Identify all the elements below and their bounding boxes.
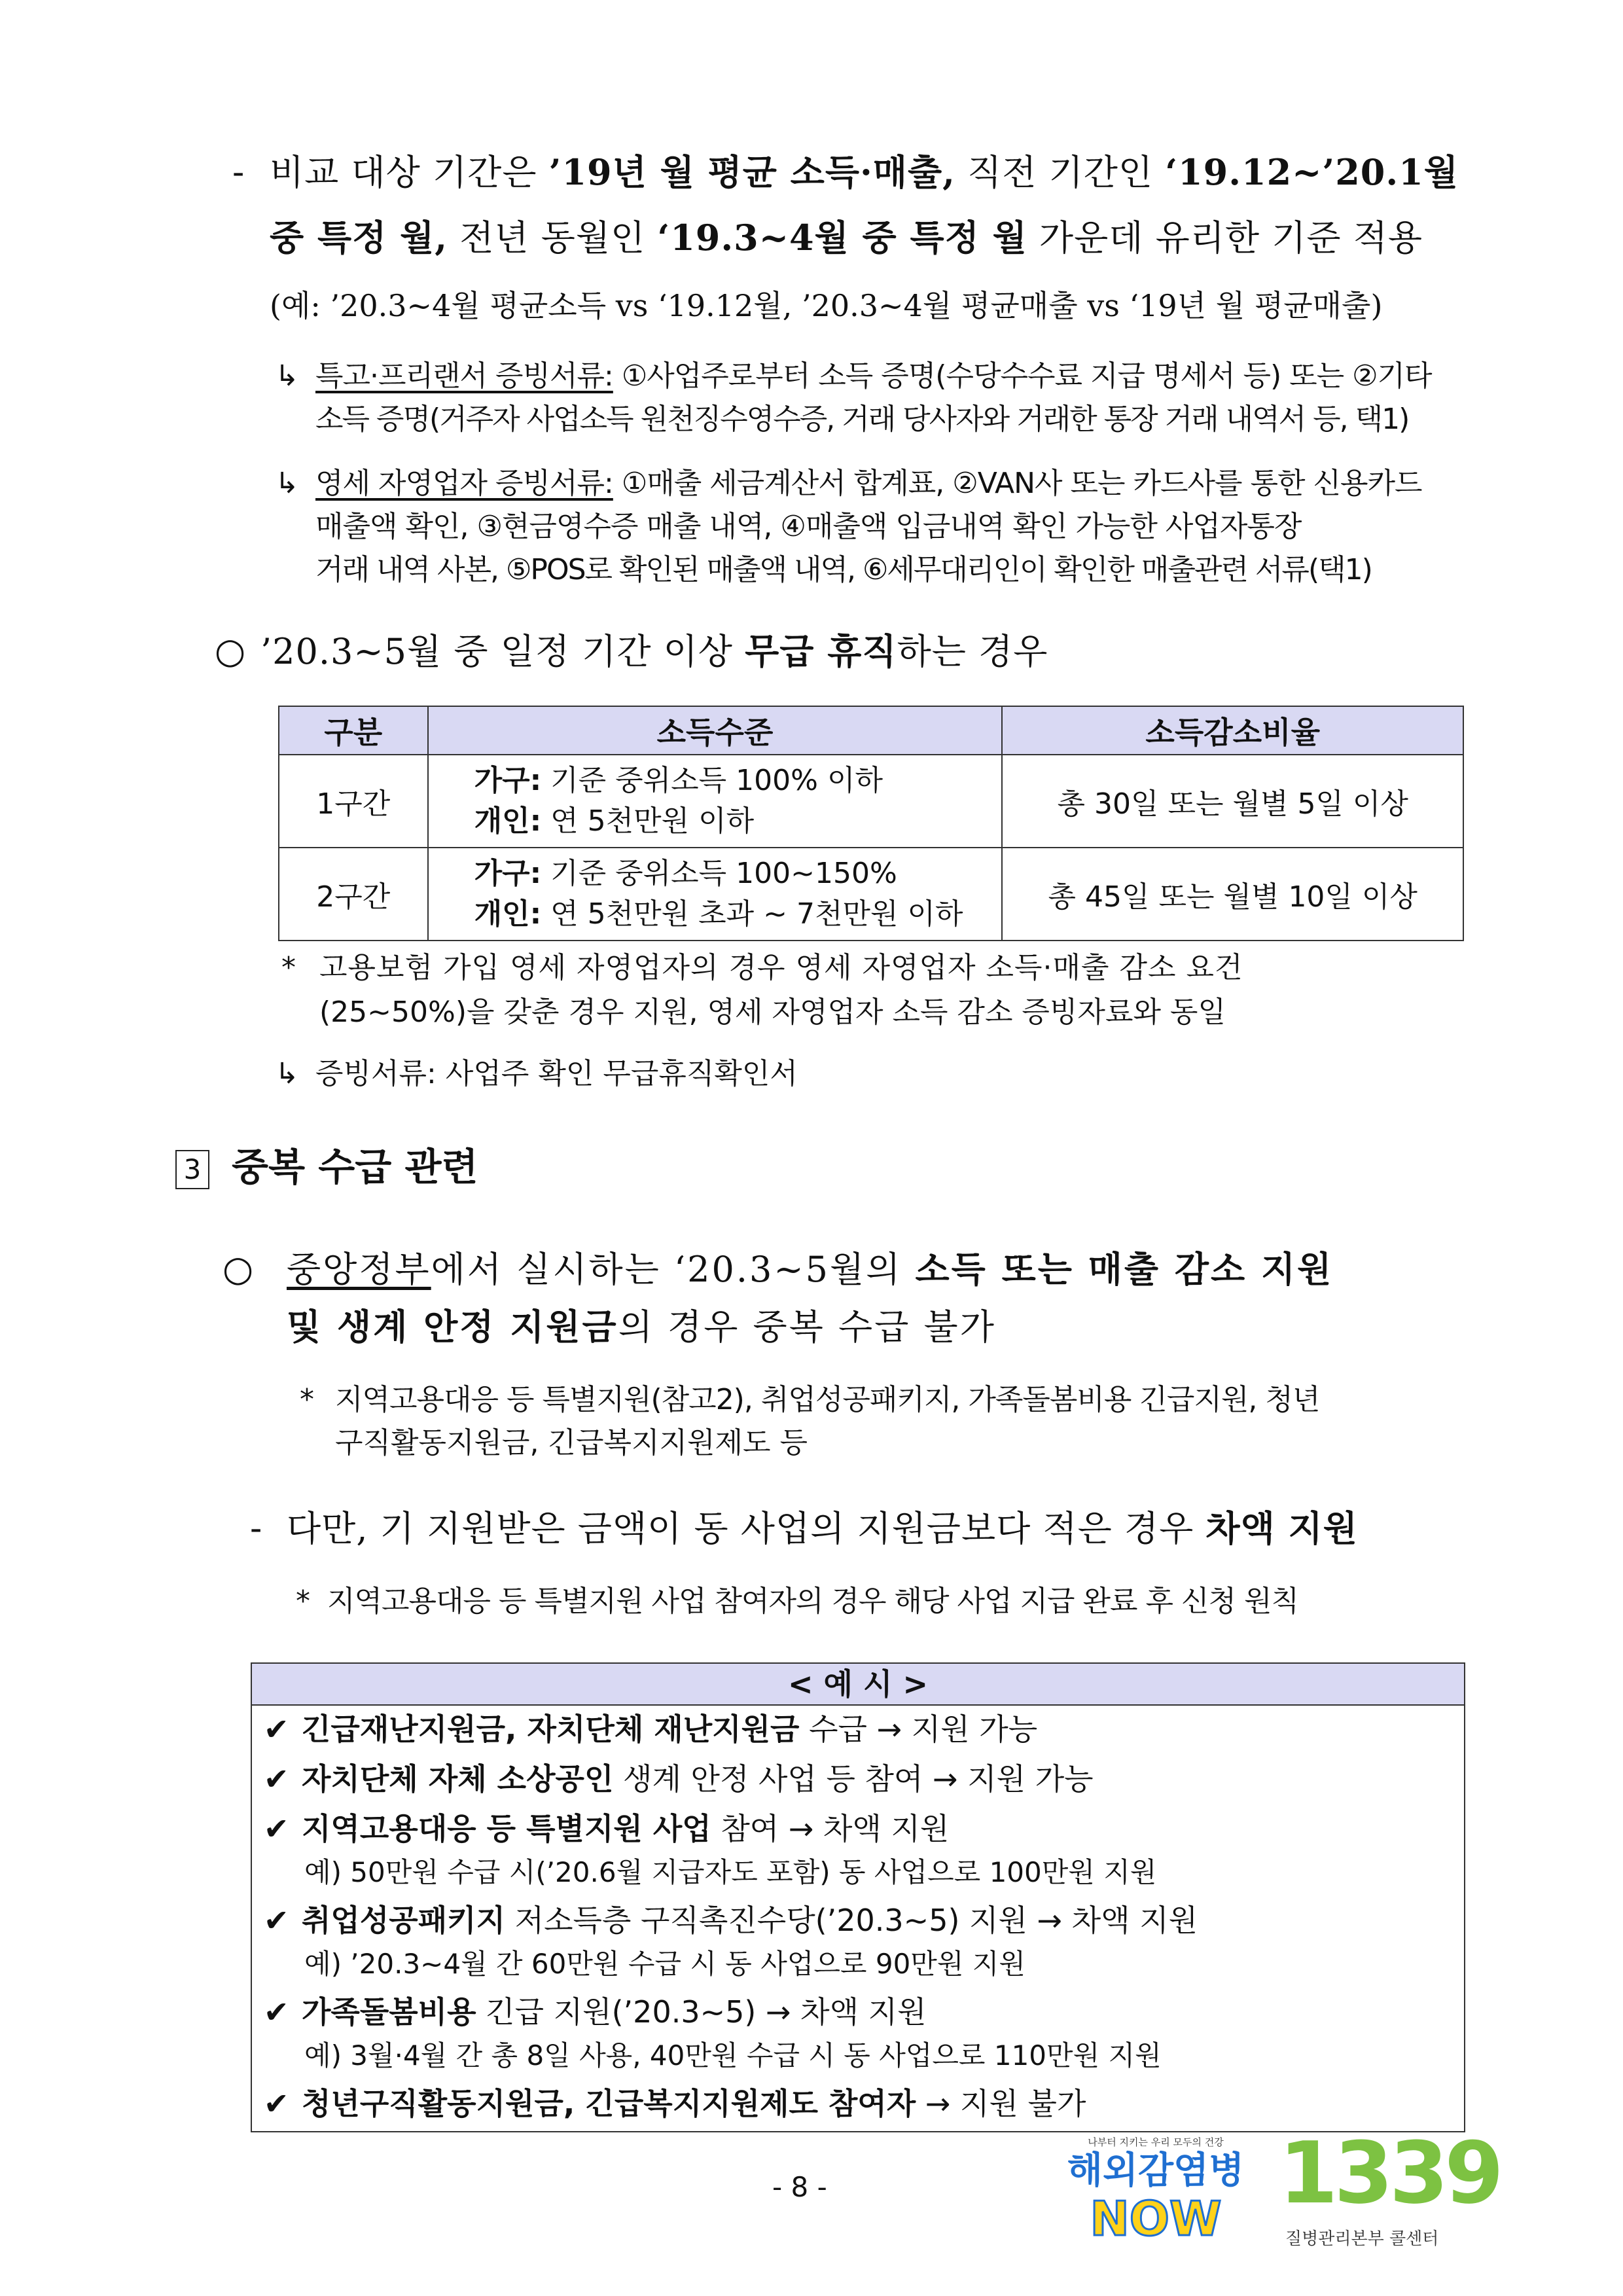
value: 연 5천만원 이하: [541, 804, 755, 838]
text: ①사업주로부터 소득 증명(수당수수료 지급 명세서 등) 또는 ②기타: [613, 359, 1432, 393]
household-line: [474, 761, 1001, 801]
section-title: 중복 수급 관련: [232, 1145, 478, 1189]
arrow-icon: ↳: [275, 359, 299, 393]
overseas-infection-now-logo: [1058, 2135, 1254, 2253]
segment-cell: 2구간: [279, 848, 428, 941]
example-sub: 예) 50만원 수급 시(’20.6월 지급자도 포함) 동 사업으로 100만원 지원: [304, 1856, 1157, 1888]
item-text: 긴급 지원(’20.3~5) → 차액 지원: [476, 1994, 927, 2030]
asterisk: *: [300, 1383, 314, 1416]
item-bold: 긴급재난지원금, 자치단체 재난지원금: [302, 1712, 800, 1747]
logo-main-text: 해외감염병: [1067, 2149, 1245, 2192]
arrow-icon: ↳: [275, 467, 299, 500]
item-bold: 자치단체 자체 소상공인: [302, 1761, 614, 1797]
logo-subtitle: 질병관리본부 콜센터: [1285, 2229, 1439, 2249]
freelancer-docs-line-2: 소득 증명(거주자 사업소득 원천징수영수증, 거래 당사자와 거래한 통장 거래 내역서 등, 택1): [315, 403, 1409, 436]
bullet-circle: ○: [215, 630, 247, 672]
text-bold: ‘19.12~’20.1월: [1165, 151, 1459, 193]
list-item: [264, 1706, 1037, 1753]
list-item: [264, 1755, 1094, 1803]
individual-line: [474, 894, 1001, 935]
household-line: [474, 853, 1001, 894]
income-level-cell: [428, 848, 1003, 941]
example-box: [251, 1662, 1465, 2132]
item-bold: 지역고용대응 등 특별지원 사업: [302, 1811, 711, 1846]
text: ’20.3~5월 중 일정 기간 이상: [260, 631, 745, 672]
selfemployed-docs-line-3: 거래 내역 사본, ⑤POS로 확인된 매출액 내역, ⑥세무대리인이 확인한 매출관련 서류(택1): [315, 553, 1372, 586]
check-icon: ✔: [264, 2086, 289, 2121]
period-line-1: [270, 143, 1459, 202]
duplicate-line-2: [287, 1297, 996, 1357]
text: 가운데 유리한 기준 적용: [1027, 217, 1423, 259]
text: 다만, 기 지원받은 금액이 동 사업의 지원금보다 적은 경우: [287, 1508, 1206, 1549]
label: 가구:: [474, 857, 542, 890]
freelancer-docs-line-1: [315, 355, 1432, 398]
item-text: → 지원 불가: [916, 2086, 1086, 2121]
page-number: - 8 -: [772, 2171, 827, 2203]
text-bold: 및 생계 안정 지원금: [287, 1306, 618, 1348]
text-bold: 무급 휴직: [745, 630, 897, 672]
note-line-2: 구직활동지원금, 긴급복지지원제도 등: [335, 1426, 808, 1460]
text: ①매출 세금계산서 합계표, ②VAN사 또는 카드사를 통한 신용카드: [613, 467, 1422, 500]
table-header-row: [279, 706, 1463, 755]
label: 가구:: [474, 764, 542, 797]
income-level-cell: [428, 755, 1003, 848]
text-bold: 중 특정 월,: [270, 217, 448, 259]
item-bold: 취업성공패키지: [302, 1903, 506, 1938]
value: 기준 중위소득 100% 이하: [541, 764, 883, 797]
ratio-cell: 총 30일 또는 월별 5일 이상: [1002, 755, 1463, 848]
note-line-1: 지역고용대응 등 특별지원(참고2), 취업성공패키지, 가족돌봄비용 긴급지원, 청년: [335, 1383, 1320, 1416]
text: 하는 경우: [897, 631, 1048, 672]
freelancer-docs-label: 특고·프리랜서 증빙서류:: [315, 359, 613, 393]
text-bold: ‘19.3~4월 중 특정 월: [657, 217, 1027, 259]
item-text: 저소득층 구직촉진수당(’20.3~5) 지원 → 차액 지원: [505, 1903, 1198, 1938]
asterisk: *: [281, 951, 296, 984]
text: 전년 동월인: [448, 217, 658, 259]
item-text: 수급 → 지원 가능: [799, 1712, 1038, 1747]
note-line: 지역고용대응 등 특별지원 사업 참여자의 경우 해당 사업 지급 완료 후 신청 원칙: [327, 1585, 1298, 1618]
label: 개인:: [474, 804, 542, 838]
example-sub: 예) ’20.3~4월 간 60만원 수급 시 동 사업으로 90만원 지원: [304, 1948, 1026, 1980]
bullet-circle: ○: [223, 1248, 255, 1289]
text: 에서 실시하는 ‘20.3~5월의: [431, 1249, 916, 1290]
duplicate-line-1: [287, 1240, 1333, 1299]
period-example: (예: ’20.3~4월 평균소득 vs ‘19.12월, ’20.3~4월 평균매출 vs ‘19년 월 평균매출): [270, 288, 1383, 323]
text: 직전 기간인: [955, 152, 1166, 193]
item-bold: 청년구직활동지원금, 긴급복지지원제도 참여자: [302, 2086, 916, 2121]
list-item: [264, 1988, 927, 2036]
individual-line: [474, 801, 1001, 842]
item-bold: 가족돌봄비용: [302, 1994, 476, 2030]
selfemployed-docs-label: 영세 자영업자 증빙서류:: [315, 467, 613, 500]
text-bold: 소득 또는 매출 감소 지원: [915, 1248, 1334, 1290]
dash-marker: -: [232, 151, 245, 192]
section-3-heading: [175, 1138, 478, 1196]
item-text: 생계 안정 사업 등 참여 → 지원 가능: [613, 1761, 1094, 1797]
header-segment: 구분: [279, 706, 428, 755]
selfemployed-docs-line-2: 매출액 확인, ③현금영수증 매출 내역, ④매출액 입금내역 확인 가능한 사업자통장: [315, 510, 1302, 543]
period-line-2: [270, 208, 1423, 268]
section-number-box: 3: [175, 1150, 209, 1189]
dash-marker: -: [250, 1507, 263, 1549]
text-bold: ’19년 월 평균 소득·매출,: [548, 151, 955, 193]
note-line-1: 고용보험 가입 영세 자영업자의 경우 영세 자영업자 소득·매출 감소 요건: [319, 951, 1243, 984]
text: 비교 대상 기간은: [270, 152, 549, 193]
example-header: < 예 시 >: [252, 1664, 1464, 1706]
list-item: [264, 2080, 1086, 2127]
value: 연 5천만원 초과 ~ 7천만원 이하: [541, 897, 963, 931]
ratio-cell: 총 45일 또는 월별 10일 이상: [1002, 848, 1463, 941]
logo-tagline: 나부터 지키는 우리 모두의 건강: [1088, 2136, 1224, 2148]
asterisk: *: [296, 1585, 310, 1618]
text: 의 경우 중복 수급 불가: [618, 1306, 996, 1348]
table-row: [279, 848, 1463, 941]
selfemployed-docs-line-1: [315, 462, 1422, 505]
example-sub: 예) 3월·4월 간 총 8일 사용, 40만원 수급 시 동 사업으로 110만원 지원: [304, 2039, 1162, 2072]
arrow-icon: ↳: [275, 1057, 299, 1090]
check-icon: ✔: [264, 1811, 289, 1846]
central-gov-label: 중앙정부: [287, 1249, 431, 1290]
logo-1339: 1339: [1279, 2123, 1500, 2223]
header-decrease-ratio: 소득감소비율: [1002, 706, 1463, 755]
check-icon: ✔: [264, 1903, 289, 1938]
check-icon: ✔: [264, 1994, 289, 2030]
list-item: [264, 1897, 1198, 1944]
header-income-level: 소득수준: [428, 706, 1003, 755]
note-line-2: (25~50%)을 갖춘 경우 지원, 영세 자영업자 소득 감소 증빙자료와 동일: [319, 996, 1226, 1029]
logo-now-text: NOW: [1090, 2191, 1222, 2246]
leave-evidence: 증빙서류: 사업주 확인 무급휴직확인서: [315, 1057, 798, 1090]
item-text: 참여 → 차액 지원: [711, 1811, 950, 1846]
segment-cell: 1구간: [279, 755, 428, 848]
list-item: [264, 1805, 949, 1852]
table-row: [279, 755, 1463, 848]
label: 개인:: [474, 897, 542, 931]
check-icon: ✔: [264, 1712, 289, 1747]
check-icon: ✔: [264, 1761, 289, 1797]
kcdc-1339-logo: [1272, 2123, 1500, 2258]
text-bold: 차액 지원: [1205, 1507, 1358, 1549]
difference-support-line: [287, 1499, 1358, 1558]
value: 기준 중위소득 100~150%: [541, 857, 897, 890]
unpaid-leave-line: [260, 622, 1048, 681]
income-table: [278, 706, 1464, 941]
